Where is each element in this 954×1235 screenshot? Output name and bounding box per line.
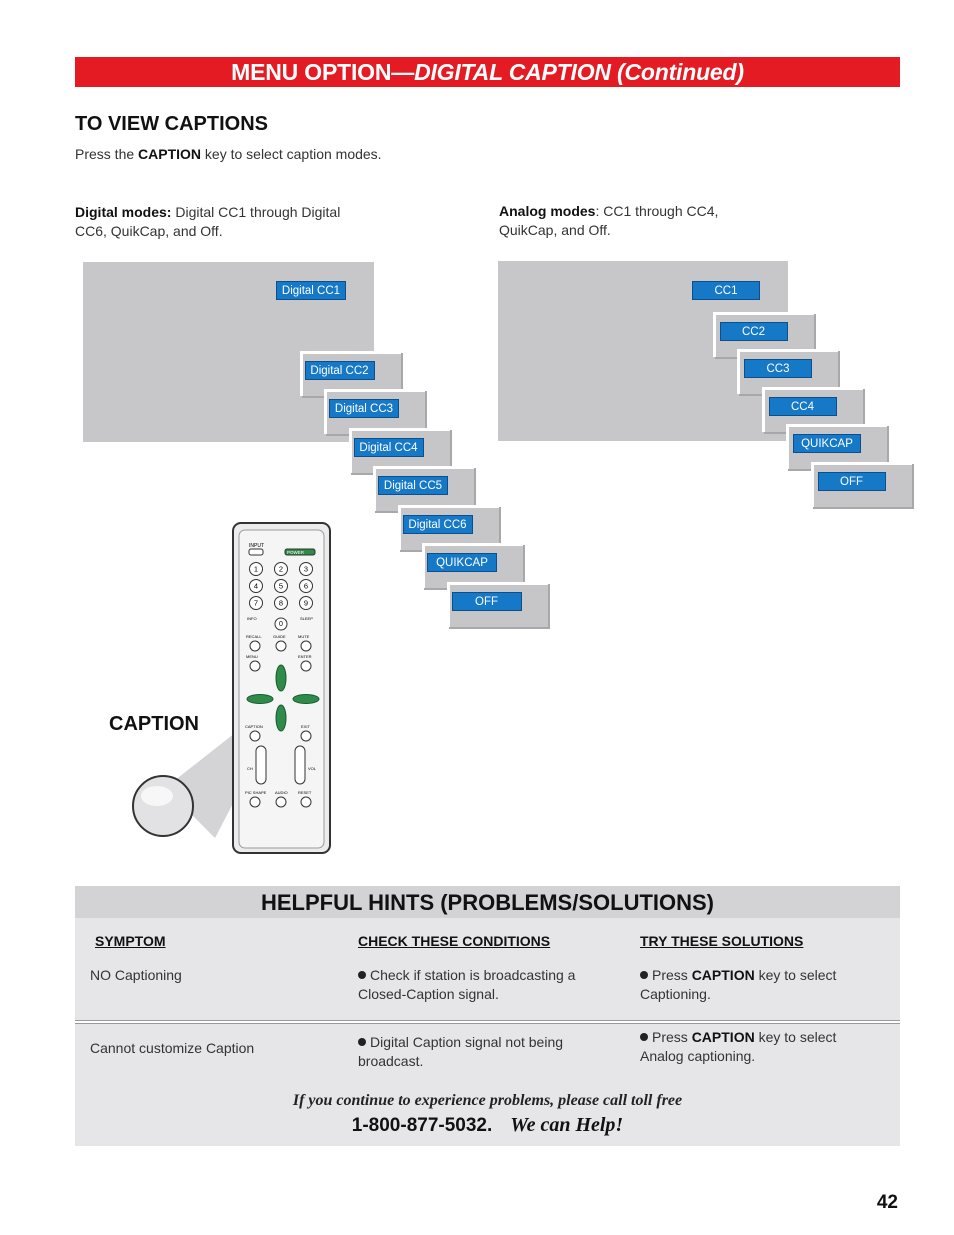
digital-mode-card (447, 582, 548, 627)
pic-shape-key (250, 797, 260, 807)
guide-key (276, 641, 286, 651)
analog-mode-label: CC3 (744, 359, 812, 378)
section-heading: TO VIEW CAPTIONS (75, 113, 268, 135)
caption-key (250, 731, 260, 741)
exit-key (301, 731, 311, 741)
analog-mode-card (688, 274, 786, 306)
row1-check: Check if station is broadcasting a Closed-Caption signal. (358, 967, 576, 1002)
digit-label-3: 3 (303, 564, 309, 574)
remote-control-illustration (125, 518, 340, 858)
input-key (249, 549, 263, 555)
enter-key (301, 661, 311, 671)
digital-mode-label: Digital CC3 (329, 399, 399, 418)
info-key-label: INFO (247, 616, 257, 621)
analog-mode-card (811, 462, 912, 507)
phone-number: 1-800-877-5032. (351, 1115, 493, 1136)
bullet-icon (640, 971, 648, 979)
recall-key-label: RECALL (246, 634, 262, 639)
power-key-label: POWER (287, 550, 305, 555)
page-title (75, 57, 900, 87)
nav-up-key (276, 665, 286, 691)
sleep-key-label: SLEEP (300, 616, 313, 621)
caption-key-label: CAPTION (245, 724, 263, 729)
analog-mode-label: CC2 (720, 322, 788, 341)
analog-mode-label: CC4 (769, 397, 837, 416)
ch-label: CH (247, 766, 253, 771)
bullet-icon (358, 971, 366, 979)
help-tagline: We can Help! (510, 1114, 624, 1136)
digit-label-9: 9 (303, 598, 309, 608)
row2-check: Digital Caption signal not being broadcast. (358, 1034, 564, 1069)
audio-key (276, 797, 286, 807)
digital-mode-label: Digital CC4 (354, 438, 424, 457)
digital-mode-label: Digital CC1 (276, 281, 346, 300)
digital-modes-desc: Digital modes: Digital CC1 through Digital CC6, QuikCap, and Off. (75, 204, 341, 239)
row2-symptom: Cannot customize Caption (90, 1040, 255, 1056)
input-key-label: INPUT (249, 543, 264, 549)
menu-key-label: MENU (246, 654, 258, 659)
page-number: 42 (876, 1192, 898, 1213)
title-main: MENU OPTION— (231, 59, 415, 85)
digital-mode-card (274, 274, 372, 308)
digit-label-0: 0 (279, 621, 283, 628)
reset-key (301, 797, 311, 807)
guide-key-label: GUIDE (273, 634, 286, 639)
analog-mode-label: OFF (818, 472, 886, 491)
pic-shape-label: PIC SHAPE (245, 790, 267, 795)
nav-left-key (247, 695, 273, 704)
analog-mode-label: CC1 (692, 281, 760, 300)
bullet-icon (358, 1038, 366, 1046)
row2-try: Press CAPTION key to select Analog captioning. (640, 1029, 837, 1064)
col-check-header: CHECK THESE CONDITIONS (358, 933, 551, 949)
nav-right-key (293, 695, 319, 704)
col-symptom-header: SYMPTOM (95, 933, 166, 949)
digit-label-4: 4 (253, 581, 259, 591)
menu-key (250, 661, 260, 671)
recall-key (250, 641, 260, 651)
digit-label-1: 1 (253, 564, 259, 574)
row1-symptom: NO Captioning (90, 967, 182, 983)
digital-mode-label: OFF (452, 592, 522, 611)
exit-key-label: EXIT (301, 724, 310, 729)
mute-key-label: MUTE (298, 634, 310, 639)
caption-key-ref: CAPTION (138, 146, 202, 162)
digit-label-7: 7 (253, 598, 259, 608)
audio-label: AUDIO (275, 790, 288, 795)
row1-try: Press CAPTION key to select Captioning. (640, 967, 837, 1002)
digital-mode-label: Digital CC2 (305, 361, 375, 380)
digit-label-6: 6 (303, 581, 309, 591)
analog-modes-label: Analog modes (499, 203, 596, 219)
caption-callout: CAPTION (109, 713, 199, 735)
digit-label-8: 8 (278, 598, 284, 608)
digit-label-5: 5 (278, 581, 284, 591)
support-message: If you continue to experience problems, please call toll free (292, 1092, 683, 1109)
mute-key (301, 641, 311, 651)
volume-rocker (295, 746, 305, 784)
enter-key-label: ENTER (298, 654, 312, 659)
caption-button-enlarged (133, 776, 193, 836)
intro-text: Press the CAPTION key to select caption modes. (75, 146, 382, 162)
reset-label: RESET (298, 790, 312, 795)
digital-mode-label: Digital CC6 (403, 515, 473, 534)
col-try-header: TRY THESE SOLUTIONS (640, 933, 804, 949)
digit-label-2: 2 (278, 564, 284, 574)
vol-label: VOL (308, 766, 317, 771)
title-italic: DIGITAL CAPTION (Continued) (414, 59, 744, 85)
row-divider (75, 1020, 900, 1024)
channel-rocker (256, 746, 266, 784)
bullet-icon (640, 1033, 648, 1041)
support-contact (75, 1114, 900, 1137)
nav-down-key (276, 705, 286, 731)
digital-mode-label: Digital CC5 (378, 476, 448, 495)
digital-mode-label: QUIKCAP (427, 553, 497, 572)
digit-keypad (250, 563, 313, 610)
analog-modes-desc: Analog modes: CC1 through CC4, QuikCap, and Off. (499, 203, 719, 238)
digital-modes-label: Digital modes: (75, 204, 172, 220)
helpful-hints-heading: HELPFUL HINTS (PROBLEMS/SOLUTIONS) (75, 886, 900, 918)
analog-mode-label: QUIKCAP (793, 434, 861, 453)
